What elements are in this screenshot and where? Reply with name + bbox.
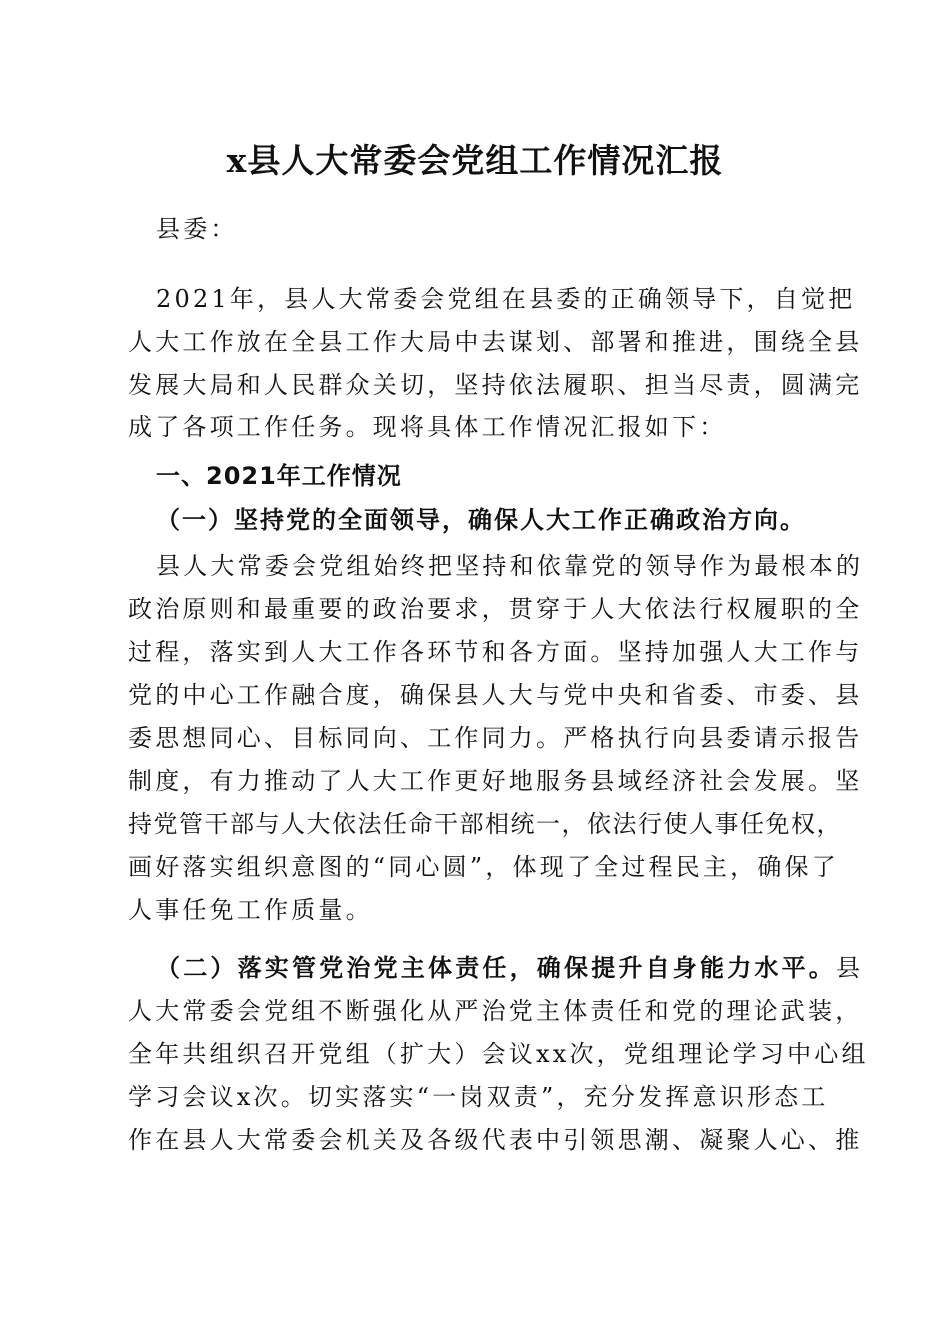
subsection-heading: （一）坚持党的全面领导，确保人大工作正确政治方向。 (156, 505, 806, 534)
paragraph-line: 制度，有力推动了人大工作更好地服务县域经济社会发展。坚 (128, 767, 863, 795)
intro-line: 成了各项工作任务。现将具体工作情况汇报如下： (128, 413, 727, 441)
paragraph-line: 画好落实组织意图的“同心圆”，体现了全过程民主，确保了 (128, 853, 839, 881)
paragraph-line: 全年共组织召开党组（扩大）会议xx次，党组理论学习中心组 (128, 1040, 869, 1068)
paragraph-start: 县 (836, 954, 864, 982)
paragraph-line: 政治原则和最重要的政治要求，贯穿于人大依法行权履职的全 (128, 595, 863, 623)
paragraph-line: 过程，落实到人大工作各环节和各方面。坚持加强人大工作与 (128, 638, 863, 666)
paragraph-line: 人事任免工作质量。 (128, 896, 373, 924)
paragraph-line: 委思想同心、目标同向、工作同力。严格执行向县委请示报告 (128, 724, 863, 752)
paragraph-line: 持党管干部与人大依法任命干部相统一，依法行使人事任免权， (128, 810, 842, 838)
paragraph-line: 作在县人大常委会机关及各级代表中引领思潮、凝聚人心、推 (128, 1126, 863, 1154)
intro-line: 发展大局和人民群众关切，坚持依法履职、担当尽责，圆满完 (128, 371, 863, 399)
paragraph-line: 人大常委会党组不断强化从严治党主体责任和党的理论武装， (128, 997, 863, 1025)
intro-line: 2021年，县人大常委会党组在县委的正确领导下，自觉把 (156, 285, 856, 313)
intro-line: 人大工作放在全县工作大局中去谋划、部署和推进，围绕全县 (128, 328, 863, 356)
section-heading: 一、2021年工作情况 (156, 462, 402, 490)
subsection-heading-line (156, 948, 864, 988)
subsection-heading: （二）落实管党治党主体责任，确保提升自身能力水平。 (156, 953, 836, 982)
document-title: x县人大常委会党组工作情况汇报 (226, 141, 724, 180)
paragraph-line: 县人大常委会党组始终把坚持和依靠党的领导作为最根本的 (156, 552, 864, 580)
paragraph-line: 党的中心工作融合度，确保县人大与党中央和省委、市委、县 (128, 681, 863, 709)
paragraph-line: 学习会议x次。切实落实“一岗双责”，充分发挥意识形态工 (128, 1083, 829, 1111)
salutation: 县委： (156, 215, 238, 243)
